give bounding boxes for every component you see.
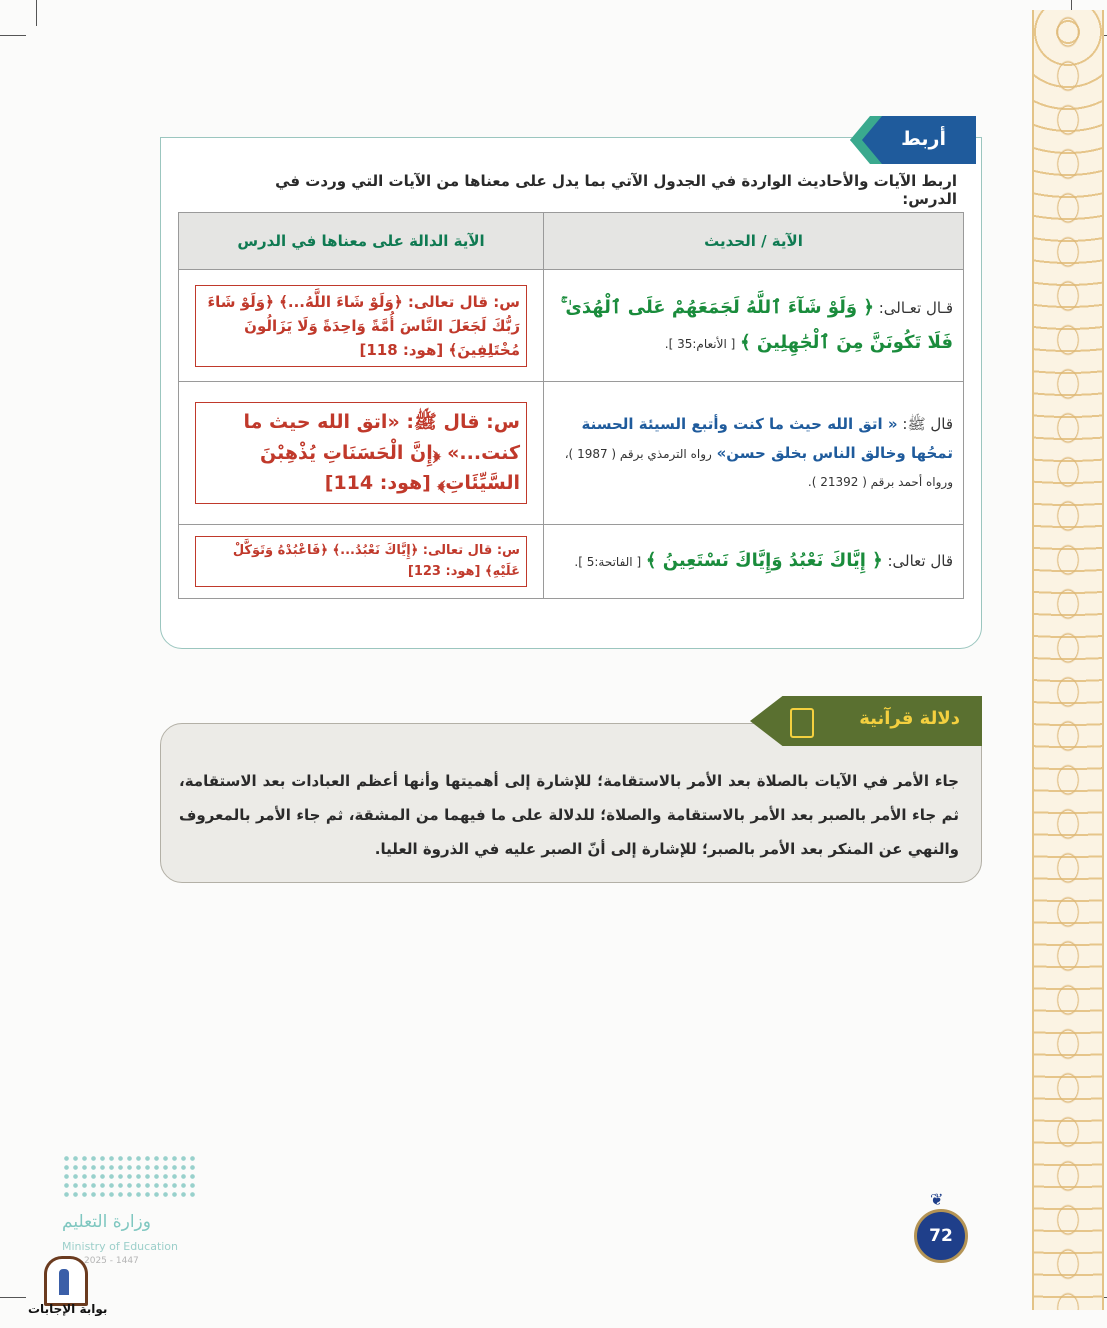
answer-cell	[179, 525, 544, 599]
crop-mark	[0, 1297, 26, 1298]
dalala-text: جاء الأمر في الآيات بالصلاة بعد الأمر بالاستقامة؛ للإشارة إلى أهميتها وأنها أعظم العبادات بعد الاستقامة، ثم جاء الأمر بالصبر بعد الأمر بالاستقامة والصلاة؛ للدلالة على ما فيهما من المشقة، ثم جاء الأمر بالمعروف والنهي عن المنكر بعد الأمر بالصبر؛ للإشارة إلى أنّ الصبر عليه في الذروة العليا.	[179, 772, 959, 858]
dalala-tab	[750, 696, 982, 746]
dalala-tab-label: دلالة قرآنية	[859, 708, 960, 729]
answer-cell	[179, 382, 544, 525]
source-prefix: قال ﷺ:	[902, 415, 953, 434]
crown-ornament-icon: ❦	[930, 1190, 944, 1209]
ministry-logo-icon	[62, 1154, 196, 1198]
book-icon	[790, 708, 814, 738]
connect-tab-label: أربط	[901, 128, 946, 150]
answer-box[interactable]: س: قال ﷺ: «اتق الله حيث ما كنت...» ﴿إِنَّ الْحَسَنَاتِ يُذْهِبْنَ السَّيِّئَاتِ﴾ [هود: 114]	[195, 402, 527, 503]
source-prefix: قـال تعـالى:	[878, 299, 953, 318]
connect-tab	[850, 116, 976, 164]
table-row	[179, 525, 964, 599]
ministry-name-ar: وزارة التعليم	[62, 1212, 151, 1232]
ministry-year: 2025 - 1447	[84, 1256, 139, 1266]
source-cell	[544, 382, 964, 525]
decorative-border	[1032, 10, 1104, 1310]
watermark-label: بوابة الإجابات	[28, 1302, 108, 1316]
source-ref: رواه الترمذي برقم ( 1987 )، ورواه أحمد برقم ( 21392 ).	[564, 446, 953, 490]
table-row	[179, 270, 964, 382]
crop-mark	[0, 35, 26, 36]
page-number: 72	[914, 1209, 968, 1263]
ministry-name-en: Ministry of Education	[62, 1240, 179, 1253]
instruction-text: اربط الآيات والأحاديث الواردة في الجدول الآتي بما يدل على معناها من الآيات التي وردت في الدرس:	[275, 172, 957, 208]
answer-cell	[179, 270, 544, 382]
crop-mark	[36, 0, 37, 26]
header-source: الآية / الحديث	[544, 213, 964, 270]
gate-logo-icon	[44, 1256, 88, 1306]
source-ref: [ الفاتحة:5 ].	[574, 555, 642, 570]
source-verse: ﴿ وَلَوْ شَآءَ ٱللَّهُ لَجَمَعَهُمْ عَلَى ٱلْهُدَىٰ ۚ فَلَا تَكُونَنَّ مِنَ ٱلْجَٰهِلِينَ ﴾	[560, 297, 953, 353]
source-cell	[544, 270, 964, 382]
source-verse: ﴿ إِيَّاكَ نَعْبُدُ وَإِيَّاكَ نَسْتَعِينُ ﴾	[645, 550, 883, 572]
table-row	[179, 382, 964, 525]
header-meaning: الآية الدالة على معناها في الدرس	[179, 213, 544, 270]
answer-box[interactable]: س: قال تعالى: ﴿وَلَوْ شَاءَ اللَّهُ...﴾ ﴿وَلَوْ شَاءَ رَبُّكَ لَجَعَلَ النَّاسَ أُمَّةً وَاحِدَةً وَلَا يَزَالُونَ مُخْتَلِفِينَ﴾ [هود: 118]	[195, 285, 527, 367]
source-hadith: « اتق الله حيث ما كنت وأتبع السيئة الحسنة تمحُها وخالق الناس بخلق حسن»	[581, 415, 953, 462]
source-cell	[544, 525, 964, 599]
source-prefix: قال تعالى:	[887, 552, 953, 571]
source-ref: [ الأنعام:35 ].	[664, 336, 736, 351]
connect-table	[178, 212, 964, 599]
answer-box[interactable]: س: قال تعالى: ﴿إِيَّاكَ نَعْبُدُ...﴾ ﴿فَاعْبُدْهُ وَتَوَكَّلْ عَلَيْهِ﴾ [هود: 123]	[195, 536, 527, 588]
